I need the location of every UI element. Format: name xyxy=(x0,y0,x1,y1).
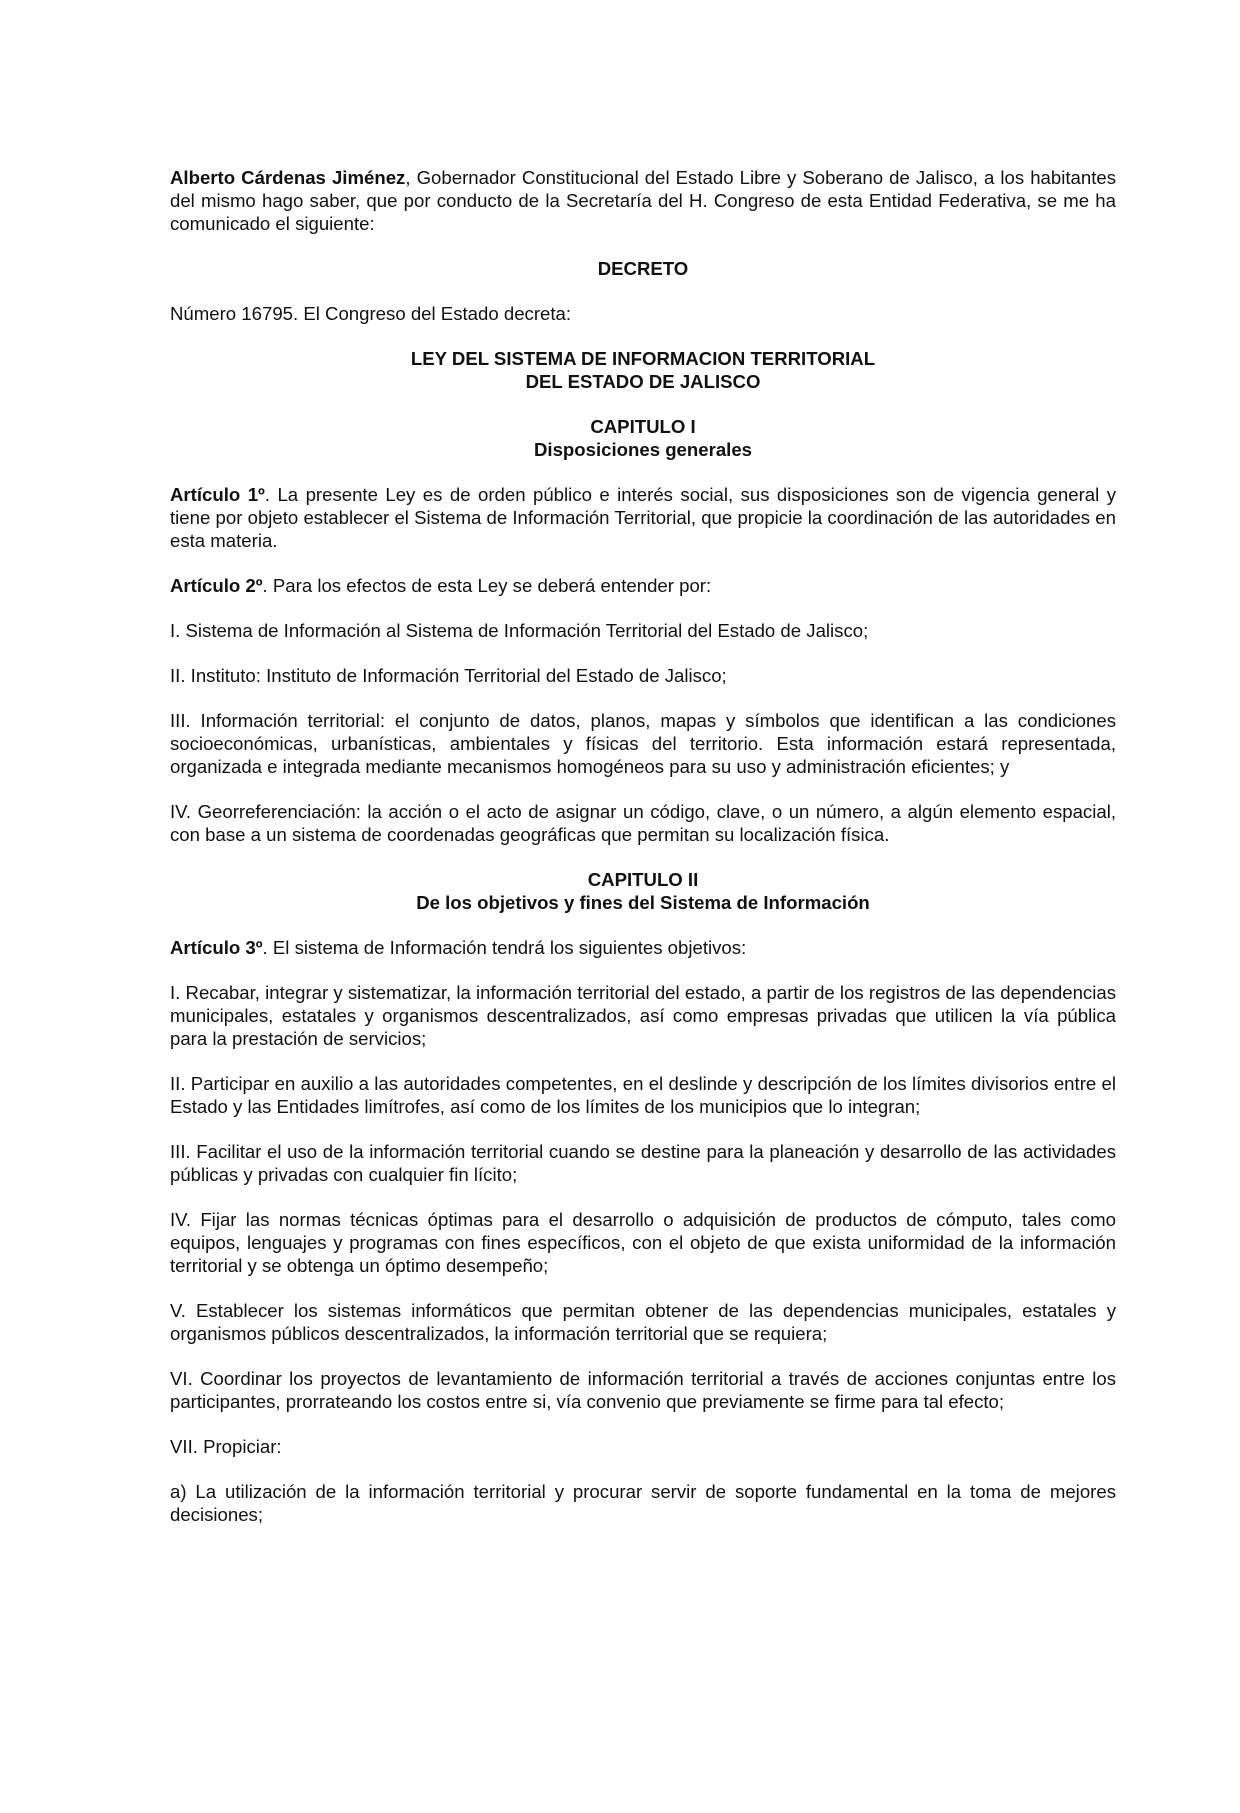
decreto-number: Número 16795. El Congreso del Estado decreta: xyxy=(170,303,572,324)
article2-paragraph xyxy=(170,574,1116,597)
article3-item: I. Recabar, integrar y sistematizar, la información territorial del estado, a partir de los registros de las dependencias municipales, estatales y organismos descentralizados, así como empresas privadas que utilicen la vía pública para la prestación de servicios; xyxy=(170,982,1116,1049)
article3-label: Artículo 3º xyxy=(170,937,263,958)
article2-label: Artículo 2º xyxy=(170,575,263,596)
article3-item: VI. Coordinar los proyectos de levantamiento de información territorial a través de acciones conjuntas entre los participantes, prorrateando los costos entre si, vía convenio que previamente se firme para tal efecto; xyxy=(170,1368,1116,1412)
intro-paragraph xyxy=(170,166,1116,235)
law-title-line1: LEY DEL SISTEMA DE INFORMACION TERRITORIAL xyxy=(410,348,876,369)
article2-item: III. Información territorial: el conjunto de datos, planos, mapas y símbolos que identifican a las condiciones socioeconómicas, urbanísticas, ambientales y físicas del territorio. Esta información estará representada, organizada e integrada mediante mecanismos homogéneos para su uso y administración eficientes; y xyxy=(170,710,1116,777)
law-title-line2: DEL ESTADO DE JALISCO xyxy=(525,371,761,392)
article2-item: IV. Georreferenciación: la acción o el acto de asignar un código, clave, o un número, a algún elemento espacial, con base a un sistema de coordenadas geográficas que permitan su localización física. xyxy=(170,801,1116,845)
article1-text: . La presente Ley es de orden público e interés social, sus disposiciones son de vigencia general y tiene por objeto establecer el Sistema de Información Territorial, que propicie la coordinación de las autoridades en esta materia. xyxy=(170,484,1116,551)
article1-paragraph xyxy=(170,483,1116,552)
article3-item: V. Establecer los sistemas informáticos que permitan obtener de las dependencias municipales, estatales y organismos públicos descentralizados, la información territorial que se requiera; xyxy=(170,1300,1116,1344)
chapter2-subtitle: De los objetivos y fines del Sistema de Información xyxy=(416,892,870,913)
article3-item: III. Facilitar el uso de la información territorial cuando se destine para la planeación y desarrollo de las actividades públicas y privadas con cualquier fin lícito; xyxy=(170,1141,1116,1185)
article3-item: II. Participar en auxilio a las autoridades competentes, en el deslinde y descripción de los límites divisorios entre el Estado y las Entidades limítrofes, así como de los límites de los municipios que lo integran; xyxy=(170,1073,1116,1117)
article3-item: a) La utilización de la información territorial y procurar servir de soporte fundamental en la toma de mejores decisiones; xyxy=(170,1481,1116,1525)
article2-text: . Para los efectos de esta Ley se deberá entender por: xyxy=(262,575,712,596)
article3-text: . El sistema de Información tendrá los siguientes objetivos: xyxy=(262,937,747,958)
chapter2-title: CAPITULO II xyxy=(587,869,699,890)
article2-item: II. Instituto: Instituto de Información Territorial del Estado de Jalisco; xyxy=(170,665,727,686)
chapter1-heading xyxy=(170,415,1116,461)
chapter1-subtitle: Disposiciones generales xyxy=(533,439,753,460)
article3-item: VII. Propiciar: xyxy=(170,1436,282,1457)
decreto-heading: DECRETO xyxy=(597,258,689,279)
document-page xyxy=(170,166,1116,1526)
intro-text: , Gobernador Constitucional del Estado Libre y Soberano de Jalisco, a los habitantes del mismo hago saber, que por conducto de la Secretaría del H. Congreso de esta Entidad Federativa, se me ha comunicado el siguiente: xyxy=(170,167,1117,234)
article3-item: IV. Fijar las normas técnicas óptimas para el desarrollo o adquisición de productos de cómputo, tales como equipos, lenguajes y programas con fines específicos, con el objeto de que exista uniformidad de la información territorial y se obtenga un óptimo desempeño; xyxy=(170,1209,1116,1276)
law-title xyxy=(170,347,1116,393)
chapter2-heading xyxy=(170,868,1116,914)
article1-label: Artículo 1º xyxy=(170,484,265,505)
article3-paragraph xyxy=(170,936,1116,959)
governor-name: Alberto Cárdenas Jiménez xyxy=(170,167,406,188)
chapter1-title: CAPITULO I xyxy=(590,416,696,437)
article2-item: I. Sistema de Información al Sistema de Información Territorial del Estado de Jalisco; xyxy=(170,620,869,641)
